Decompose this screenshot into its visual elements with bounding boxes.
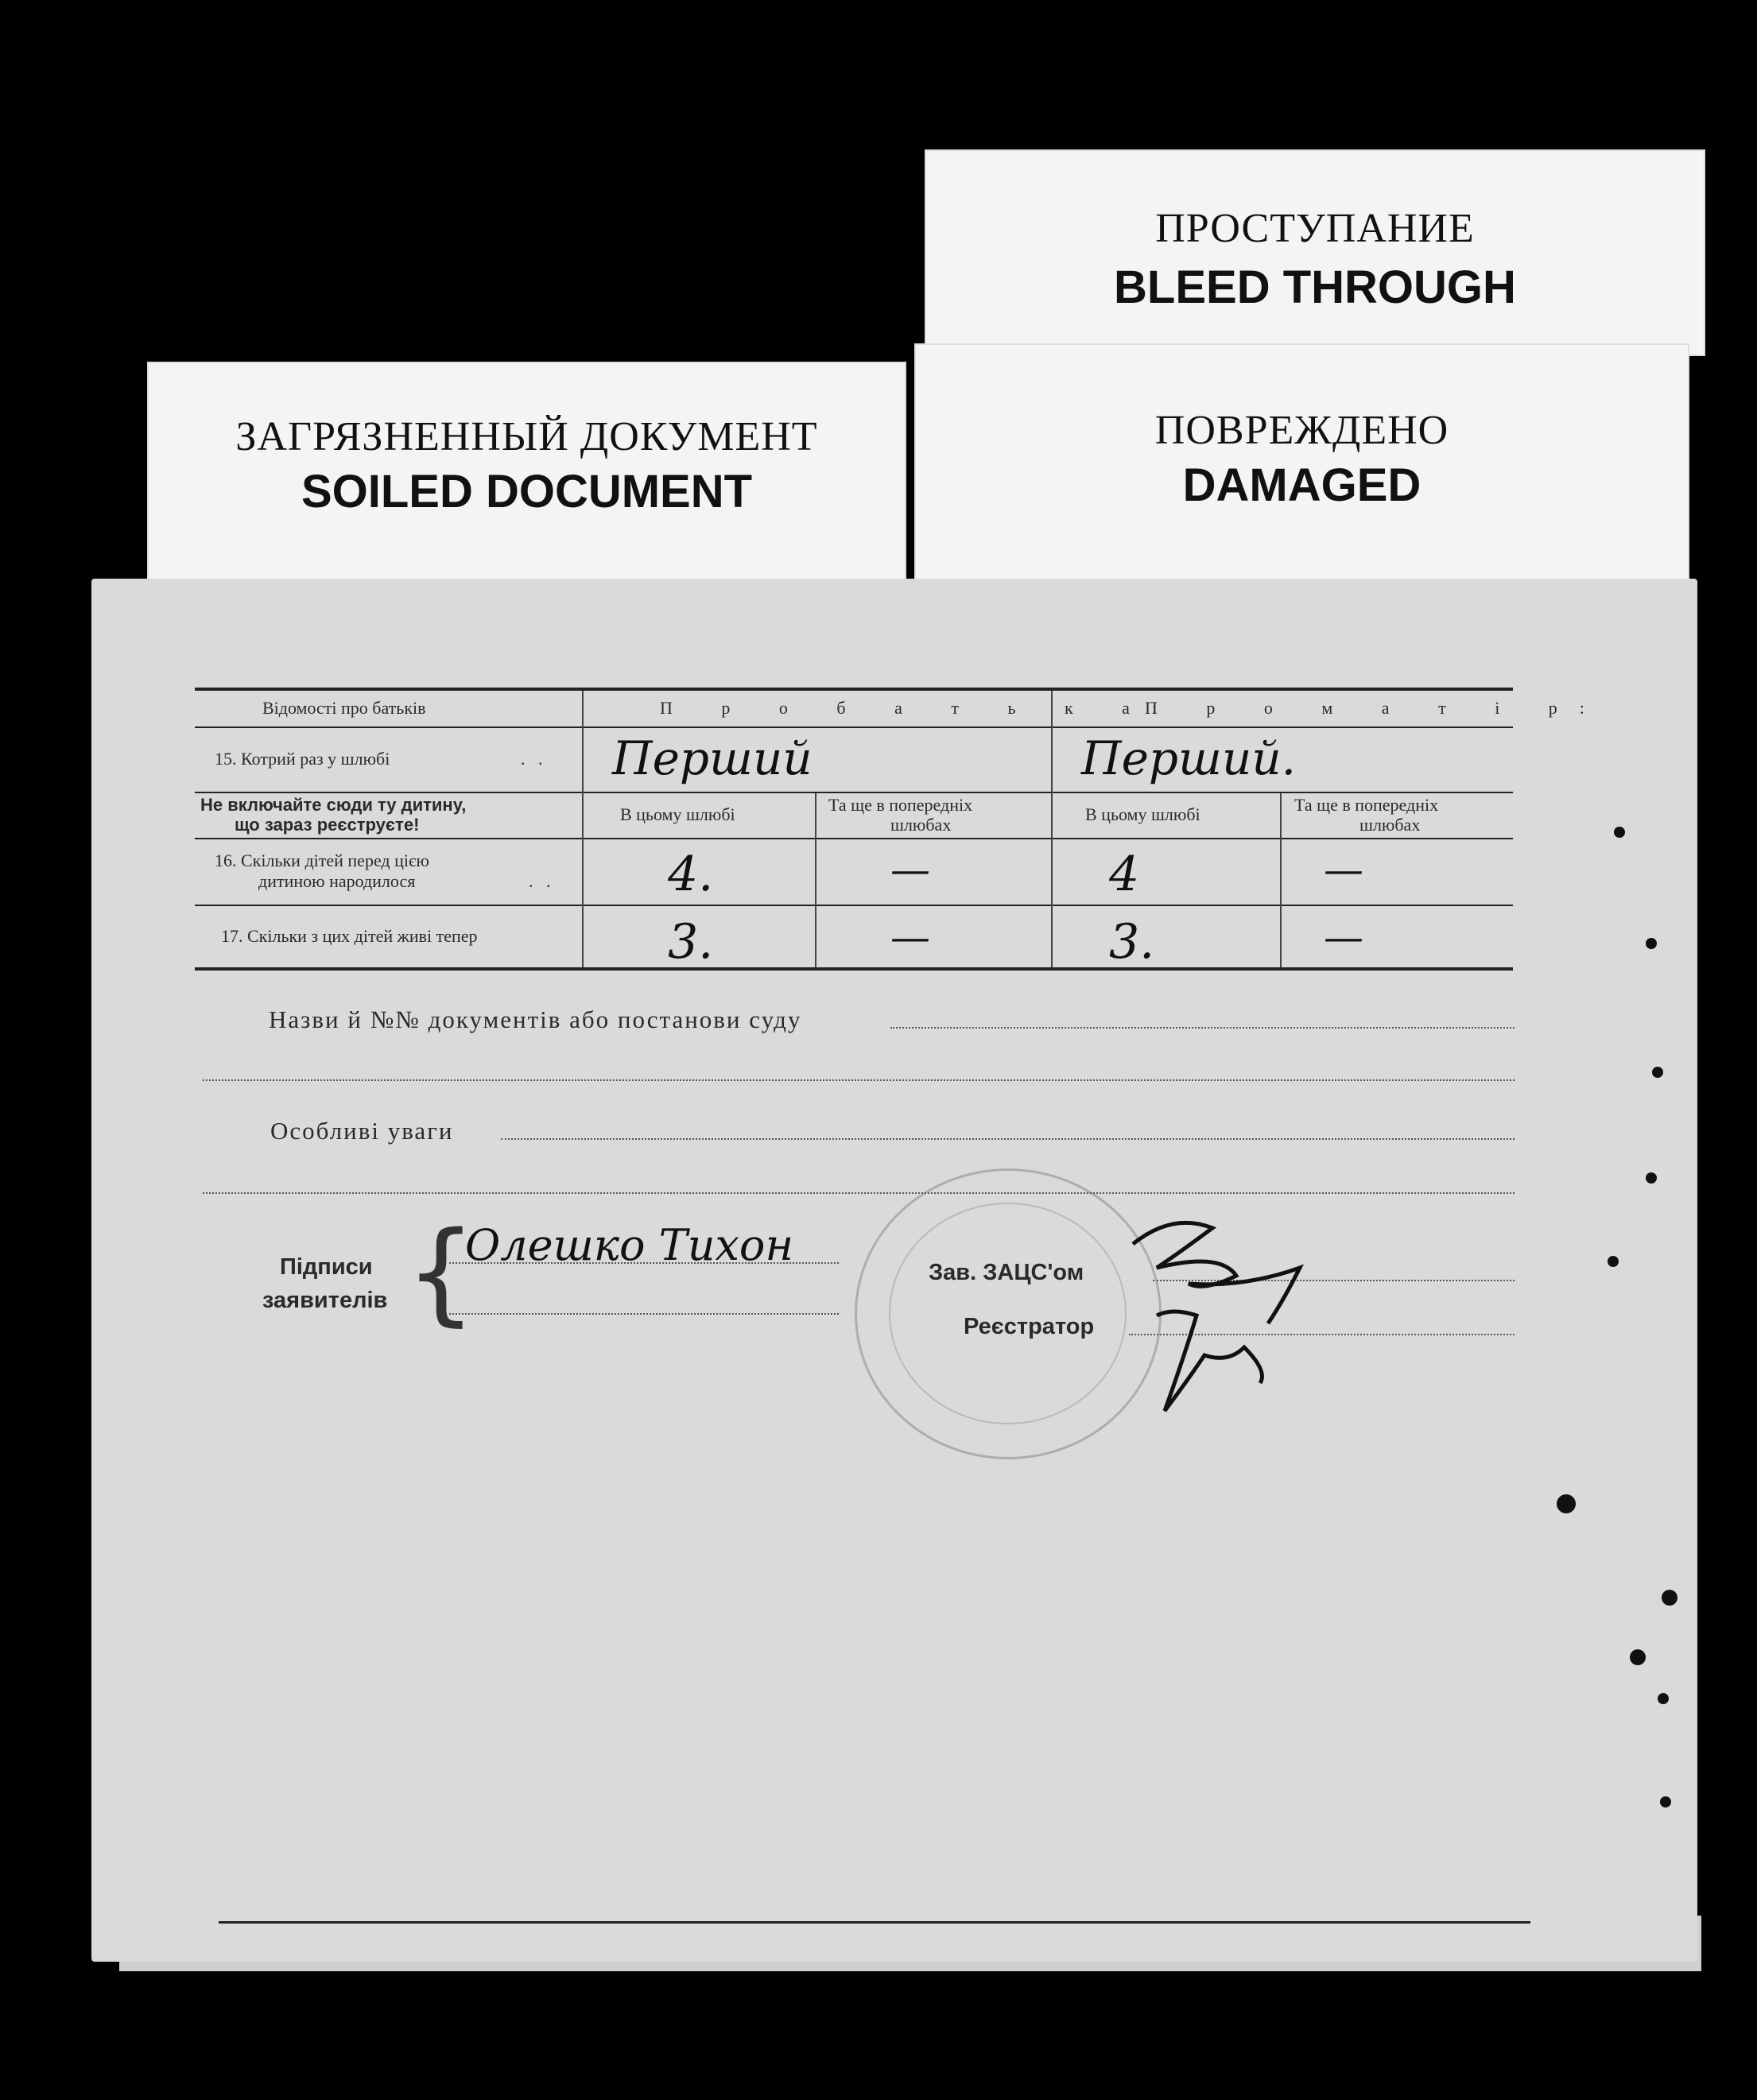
row16-father-prev: — [890,847,930,893]
table-top-rule [195,688,1513,691]
punch-hole [1658,1693,1669,1704]
header-parents-info: Відомості про батьків [262,698,426,718]
row16-mother-prev: — [1324,847,1363,893]
punch-hole [1646,1172,1657,1184]
table-col-divider [582,691,584,967]
damaged-en: DAMAGED [1182,459,1422,511]
row15-label: 15. Котрий раз у шлюбі [215,749,390,769]
subheader-father-prev-2: шлюбах [890,815,952,835]
row17-father-this: 3. [668,914,714,970]
documents-label: Назви й №№ документів або постанови суду [269,1005,802,1033]
table-rule [195,905,1513,906]
punch-hole [1662,1590,1677,1606]
signatures-label: Підписи [280,1254,373,1280]
header-mother: П р о м а т і р: [1145,698,1607,718]
row17-mother-prev: — [1324,914,1363,960]
row15-mother-value: Перший. [1081,731,1297,785]
row16-label: 16. Скільки дітей перед цією [215,850,429,870]
soiled-document-ru: ЗАГРЯЗНЕННЫЙ ДОКУМЕНТ [235,414,818,459]
head-of-registry-label: Зав. ЗАЦС'ом [929,1260,1084,1285]
row16-leader: . . [529,871,551,891]
documents-line-2 [203,1079,1515,1081]
row16-father-this: 4. [668,847,714,902]
subheader-father-this: В цьому шлюбі [620,804,735,824]
row16-label-2: дитиною народилося [258,871,416,891]
row17-mother-this: 3. [1109,914,1155,970]
punch-hole [1652,1067,1663,1078]
table-col-divider [815,793,816,967]
soiled-document-en: SOILED DOCUMENT [301,466,753,517]
applicant-signature-line-2 [449,1313,839,1315]
special-notes-line-2 [203,1192,1515,1194]
documents-line [890,1027,1515,1029]
applicant-signature-line [449,1262,839,1264]
signatures-label-2: заявителів [262,1288,388,1313]
punch-hole [1608,1256,1619,1267]
soiled-document-card [147,362,906,596]
bleed-through-en: BLEED THROUGH [1114,262,1516,313]
table-rule [195,726,1513,728]
subheader-mother-prev: Та ще в попередніх [1294,795,1439,815]
bleed-through-card [925,149,1705,356]
sheet-bottom-rule [219,1921,1530,1924]
punch-hole [1630,1649,1646,1665]
damaged-card [914,343,1689,586]
punch-hole [1646,938,1657,949]
bleed-through-ru: ПРОСТУПАНИЕ [1155,206,1475,251]
row16-mother-this: 4 [1109,847,1140,902]
registrar-label: Реєстратор [964,1314,1095,1339]
damaged-ru: ПОВРЕЖДЕНО [1154,408,1449,453]
signatures-brace: { [405,1208,477,1338]
table-rule [195,792,1513,793]
header-father: П р о б а т ь к а: [660,698,1180,718]
row17-father-prev: — [890,914,930,960]
subheader-mother-this: В цьому шлюбі [1085,804,1200,824]
special-notes-label: Особливі уваги [270,1117,454,1145]
special-notes-line [501,1138,1515,1140]
row15-leader: . . [521,749,543,769]
table-col-divider [1280,793,1282,967]
row17-label: 17. Скільки з цих дітей живі тепер [221,926,478,946]
table-bottom-rule [195,967,1513,971]
head-signature-scrawl [1109,1196,1332,1419]
table-rule [195,838,1513,839]
note-exclude-child-2: що зараз реєструєте! [235,815,420,835]
table-col-divider [1051,691,1053,967]
subheader-father-prev: Та ще в попередніх [828,795,973,815]
punch-hole [1660,1796,1671,1807]
row15-father-value: Перший [612,731,813,785]
punch-hole [1557,1494,1576,1513]
applicant-signature: Олешко Тихон [465,1220,794,1270]
punch-hole [1614,827,1625,838]
note-exclude-child: Не включайте сюди ту дитину, [200,795,467,815]
subheader-mother-prev-2: шлюбах [1359,815,1421,835]
